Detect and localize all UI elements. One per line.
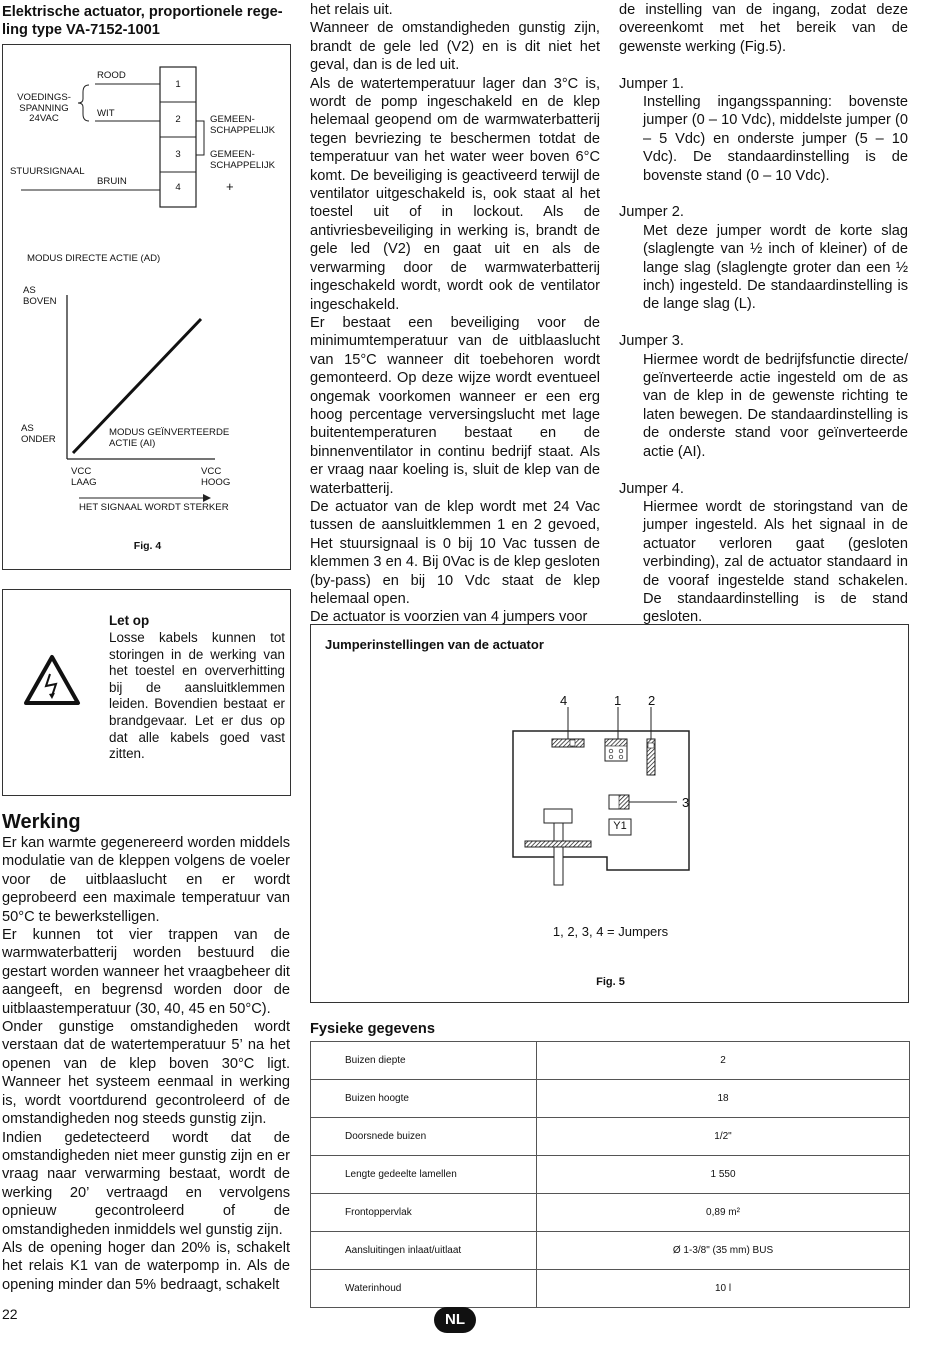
fig4-caption: Fig. 4 — [133, 540, 162, 552]
page-number: 22 — [2, 1306, 18, 1322]
row-label: Waterinhoud — [311, 1270, 537, 1308]
row-value: 2 — [537, 1042, 910, 1080]
werking-heading: Werking — [2, 811, 81, 833]
warning-box — [2, 589, 291, 796]
table-row — [311, 1156, 910, 1194]
gemeenschappelijk-label-1 — [210, 115, 275, 136]
middle-paragraph-4: Er bestaat een beveiliging voor de minimumtemperatuur van de uitblaaslucht van 15°C wanneer dit toebehoren wordt gemonteerd. Op deze wijze wordt eventueel ongemak voorkomen wanneer er een erg hoog percentage verversingslucht met lage buitentemperaturen bestaat en de binnenventilator in continu bedrijf staat. Als er vraag naar koeling is, sluit de klep van de waterbatterij. — [310, 314, 600, 497]
jumper-1-label: Jumper 1. — [619, 75, 684, 92]
vcc-laag-line-2: LAAG — [71, 476, 97, 488]
jumper-3-text: Hiermee wordt de bedrijfsfunctie directe/ geïnverteerde actie ingesteld om de as van de klep in de gewenste richting te laten bewegen. De standaardinstelling is de onderste stand voor geïnverteerde actie (AI). — [643, 351, 908, 460]
title-line-1: Elektrische actuator, proportionele rege- — [2, 4, 283, 20]
row-value: 1/2" — [537, 1118, 910, 1156]
table-row — [311, 1194, 910, 1232]
as-onder-label — [21, 424, 56, 445]
row-label: Aansluitingen inlaat/uitlaat — [311, 1232, 537, 1270]
middle-paragraph-5: De actuator van de klep wordt met 24 Vac tussen de aansluitklemmen 1 en 2 gevoed, Het stuursignaal is 0 bij 10 Vac tussen de klemmen 3 en 4. Bij 0Vac is de klep gesloten (by-pass) en bij 10 Vdc staat de klep helemaal open. — [310, 498, 600, 607]
table-row — [311, 1042, 910, 1080]
table-row — [311, 1080, 910, 1118]
vcc-hoog-line-2: HOOG — [201, 476, 231, 488]
middle-paragraph-2: Wanneer de omstandigheden gunstig zijn, brandt de gele led (V2) en is dit niet het geval, dan is de led uit. — [310, 20, 600, 74]
vcc-hoog-label — [201, 467, 230, 488]
vcc-hoog-line-1: VCC — [201, 466, 222, 477]
voeding-line-1: VOEDINGS- — [17, 92, 71, 103]
werking-paragraph-2: Er kunnen tot vier trappen van de warmwaterbatterij worden bestuurd die gestart worden wanneer het vraagbeheer dit aangeeft, en begrensd worden door de uitblaastemperatuur (30, 40, 45 en 50°C). — [2, 927, 290, 1017]
stuursignaal-label: STUURSIGNAAL — [10, 166, 85, 177]
plus-label: + — [226, 179, 234, 194]
terminal-1: 1 — [175, 79, 181, 90]
voeding-label — [11, 93, 77, 125]
gem2-line-2: SCHAPPELIJK — [210, 159, 276, 171]
as-onder-line-1: AS — [21, 423, 34, 434]
jumper-2-label: Jumper 2. — [619, 204, 684, 221]
fig5-box — [310, 624, 909, 1003]
werking-paragraph-1: Er kan warmte gegenereerd worden middels modulatie van de kleppen volgens de voeler voor de uitblaaslucht en er wordt geprobeerd een maximale temperatuur van 50°C te bewerkstelligen. — [2, 835, 290, 925]
row-label: Lengte gedeelte lamellen — [311, 1156, 537, 1194]
vcc-laag-label — [71, 467, 97, 488]
jumper-1-text: Instelling ingangsspanning: bovenste jumper (0 – 10 Vdc), middelste jumper (0 – 5 Vdc) en onderste jumper (5 – 10 Vdc). De standaardinstelling is de bovenste stand (0 – 10 Vdc). — [643, 94, 908, 184]
row-label: Buizen hoogte — [311, 1080, 537, 1118]
werking-text — [2, 834, 290, 1294]
voeding-line-2: SPANNING — [19, 102, 69, 114]
row-value: 10 l — [537, 1270, 910, 1308]
fig5-board-diagram — [311, 625, 910, 1004]
fig5-caption: Fig. 5 — [596, 976, 625, 988]
fysieke-table — [310, 1041, 910, 1308]
as-onder-line-2: ONDER — [21, 433, 56, 445]
row-label: Doorsnede buizen — [311, 1118, 537, 1156]
terminal-2: 2 — [175, 114, 181, 125]
fig4-box — [2, 44, 291, 570]
middle-paragraph-3: Als de watertemperatuur lager dan 3°C is, wordt de pomp ingeschakeld en de klep helemaal geopend om de warmwaterbatterij tegen bevriezing te beschermen totdat de temperatuur van het water weer boven 6°C komt. De beveiliging is geactiveerd terwijl de ventilator uitgeschakeld is, ook staat al het toestel uit of in lockout. Als de antivriesbeveiliging in werking is, brandt de gele led (V2) en gaat uit en als de verwarming door de warmwaterbatterij ingeschakeld wordt, wordt ook de ventilator ingeschakeld. — [310, 75, 600, 313]
modus-ai-line-1: MODUS GEÏNVERTEERDE — [109, 427, 230, 438]
fysieke-table-wrap — [310, 1041, 910, 1308]
terminal-3: 3 — [175, 149, 181, 160]
wit-label: WIT — [97, 108, 115, 119]
middle-paragraph-6: De actuator is voorzien van 4 jumpers voor — [310, 609, 588, 626]
fig5-number-2: 2 — [648, 693, 656, 708]
rood-label: ROOD — [97, 70, 126, 81]
werking-paragraph-5: Als de opening hoger dan 20% is, schakelt het relais K1 van de waterpomp in. Als de opening minder dan 5% bedraagt, schakelt — [2, 1239, 290, 1293]
section-title — [2, 3, 292, 40]
gem1-line-1: GEMEEN- — [210, 114, 255, 125]
terminal-4: 4 — [175, 182, 181, 193]
table-row — [311, 1118, 910, 1156]
right-column — [619, 1, 908, 627]
middle-column — [310, 1, 600, 627]
jumper-2-text: Met deze jumper wordt de korte slag (slaglengte van ½ inch of kleiner) of de lange slag (slaglengte groter dan een ½ inch) ingesteld. De standaardinstelling is de lange slag (L). — [643, 222, 908, 313]
jumper-3-label: Jumper 3. — [619, 333, 684, 350]
voeding-line-3: 24VAC — [29, 113, 59, 125]
row-label: Frontoppervlak — [311, 1194, 537, 1232]
vcc-laag-line-1: VCC — [71, 466, 92, 477]
fig5-number-1: 1 — [614, 693, 622, 708]
row-value: 18 — [537, 1080, 910, 1118]
electric-hazard-icon — [23, 654, 81, 706]
werking-paragraph-4: Indien gedetecteerd wordt dat de omstandigheden niet meer gunstig zijn en er vraag naar verwarming bestaat, wordt de werking 20’ vertraagd en vervolgens opnieuw gecontroleerd of de omstandigheden inmiddels wel gunstig zijn. — [2, 1129, 290, 1238]
fig5-y1-label: Y1 — [613, 820, 627, 832]
row-label: Buizen diepte — [311, 1042, 537, 1080]
title-line-2: ling type VA-7152-1001 — [2, 22, 160, 39]
fig5-legend: 1, 2, 3, 4 = Jumpers — [552, 924, 669, 939]
fig5-number-3: 3 — [682, 795, 690, 810]
jumper-4-text: Hiermee wordt de storingstand van de jumper ingesteld. Als het signaal in de actuator verloren gaat (gesloten verbinding), zal de actuator standaard in de vooraf ingestelde stand schakelen. De standaardinstelling is de stand gesloten. — [643, 498, 908, 626]
fig5-number-4: 4 — [560, 693, 568, 708]
gem2-line-1: GEMEEN- — [210, 149, 255, 160]
middle-paragraph-1: het relais uit. — [310, 2, 393, 18]
row-value: 0,89 m² — [537, 1194, 910, 1232]
language-badge: NL — [434, 1307, 476, 1333]
werking-paragraph-3: Onder gunstige omstandigheden wordt verstaan dat de watertemperatuur 5’ na het openen van de klep boven 30°C ligt. Wanneer het systeem eenmaal in werking is, wordt voortdurend gecontroleerd of de omstandigheden nog steeds gunstig zijn. — [2, 1019, 290, 1128]
row-value: Ø 1-3/8" (35 mm) BUS — [537, 1232, 910, 1270]
as-boven-line-2: BOVEN — [23, 295, 57, 307]
warning-text: Losse kabels kunnen tot storingen in de werking van het toestel en oververhitting bij de aansluitklemmen leiden. Bovendien bestaat er brandgevaar. Let er dus op dat alle kabels goed vast zitten. — [109, 630, 285, 762]
gem1-line-2: SCHAPPELIJK — [210, 124, 276, 136]
table-row — [311, 1270, 910, 1308]
signaal-label: HET SIGNAAL WORDT STERKER — [79, 502, 229, 513]
modus-ai-label — [109, 428, 229, 449]
right-intro: de instelling van de ingang, zodat deze overeenkomt met het bereik van de gewenste werking (Fig.5). — [619, 2, 908, 55]
gemeenschappelijk-label-2 — [210, 150, 275, 171]
modus-ad-label: MODUS DIRECTE ACTIE (AD) — [27, 253, 161, 264]
modus-ai-line-2: ACTIE (AI) — [109, 437, 156, 449]
warning-title: Let op — [109, 613, 150, 628]
as-boven-label — [23, 286, 57, 307]
row-value: 1 550 — [537, 1156, 910, 1194]
fysieke-heading: Fysieke gegevens — [310, 1021, 435, 1037]
as-boven-line-1: AS — [23, 285, 36, 296]
table-row — [311, 1232, 910, 1270]
bruin-label: BRUIN — [97, 176, 127, 187]
fig5-title: Jumperinstellingen van de actuator — [325, 637, 544, 652]
jumper-4-label: Jumper 4. — [619, 480, 684, 497]
